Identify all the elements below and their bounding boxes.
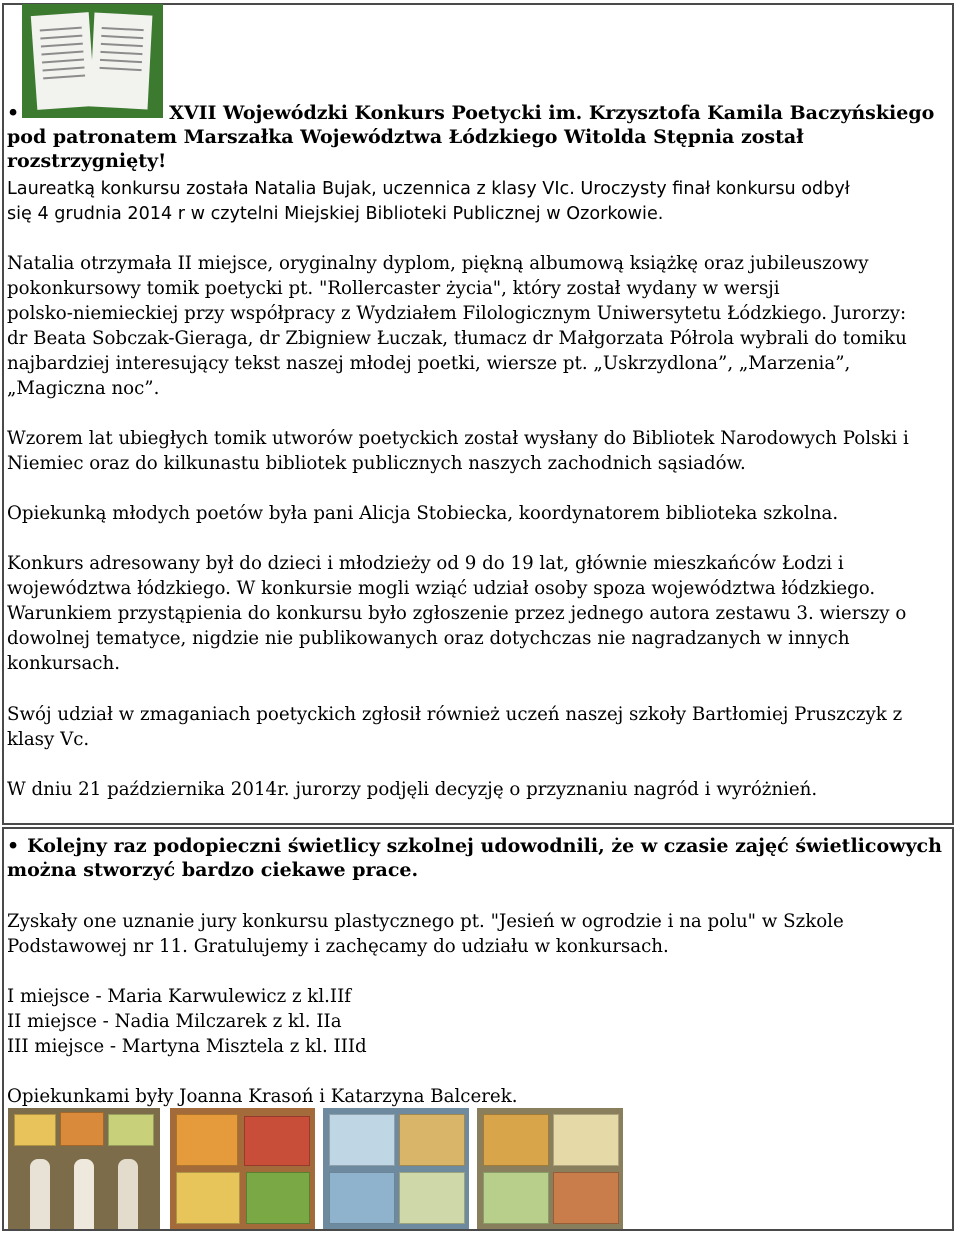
art-heading-line1: Kolejny raz podopieczni świetlicy szkolnej udowodnili, że w czasie zajęć świetlicowych	[27, 835, 942, 857]
art-paragraph-2: Opiekunkami były Joanna Krasoń i Katarzyna Balcerek.	[7, 1086, 518, 1107]
art-heading	[7, 834, 947, 882]
poetry-heading-line1: XVII Wojewódzki Konkurs Poetycki im. Krzysztofa Kamila Baczyńskiego	[169, 102, 935, 124]
poetry-paragraph-5: Konkurs adresowany był do dzieci i młodzieży od 9 do 19 lat, głównie mieszkańców Łodzi i województwa łódzkiego. W konkursie mogli wziąć udział osoby spoza województwa łódzkiego. Warunkiem przystąpienia do konkursu było zgłoszenie przez jednego autora zestawu 3. wierszy o dowolnej tematyce, nigdzie nie publikowanych oraz dotychczas nie nagradzanych w innych konkursach.	[7, 553, 907, 674]
gallery-photo-2	[170, 1108, 315, 1229]
gallery-photo-1	[8, 1108, 160, 1229]
winners-list	[7, 984, 947, 1059]
poetry-paragraph-3: Wzorem lat ubiegłych tomik utworów poetyckich został wysłany do Bibliotek Narodowych Polski i Niemiec oraz do kilkunastu bibliotek publicznych naszych zachodnich sąsiadów.	[7, 428, 909, 474]
poetry-paragraph-2: Natalia otrzymała II miejsce, oryginalny dyplom, piękną albumową książkę oraz jubileuszowy pokonkursowy tomik poetycki pt. "Rollercaster życia", który został wydany w wersji polsko-niemieckiej przy współpracy z Wydziałem Filologicznym Uniwersytetu Łódzkiego. Jurorzy: dr Beata Sobczak-Gieraga, dr Zbigniew Łuczak, tłumacz dr Małgorzata Półrola wybrali do tomiku najbardziej interesujący tekst naszej młodej poetki, wiersze pt. „Uskrzydlona”, „Marzenia”, „Magiczna noc”.	[7, 253, 907, 399]
poetry-paragraph-1: Laureatką konkursu została Natalia Bujak, uczennica z klasy VIc. Uroczysty finał konkursu odbył się 4 grudnia 2014 r w czytelni Miejskiej Biblioteki Publicznej w Ozorkowie.	[7, 179, 850, 224]
poetry-heading	[7, 101, 947, 173]
art-paragraph-1: Zyskały one uznanie jury konkursu plastycznego pt. "Jesień w ogrodzie i na polu" w Szkole Podstawowej nr 11. Gratulujemy i zachęcamy do udziału w konkursach.	[7, 911, 844, 957]
gallery-photo-3	[323, 1108, 469, 1229]
winner-1: I miejsce - Maria Karwulewicz z kl.IIf	[7, 986, 352, 1007]
poetry-paragraph-4: Opiekunką młodych poetów była pani Alicja Stobiecka, koordynatorem biblioteka szkolna.	[7, 503, 839, 524]
gallery-photo-4	[477, 1108, 623, 1229]
bullet-icon: •	[7, 102, 20, 124]
winner-3: III miejsce - Martyna Misztela z kl. IIId	[7, 1036, 367, 1057]
poetry-paragraph-7: W dniu 21 października 2014r. jurorzy podjęli decyzję o przyznaniu nagród i wyróżnień.	[7, 779, 818, 800]
poetry-paragraph-6: Swój udział w zmaganiach poetyckich zgłosił również uczeń naszej szkoły Bartłomiej Pruszczyk z klasy Vc.	[7, 704, 903, 750]
winner-2: II miejsce - Nadia Milczarek z kl. IIa	[7, 1011, 342, 1032]
poetry-heading-line2: pod patronatem Marszałka Województwa Łódzkiego Witolda Stępnia został rozstrzygnięty!	[7, 126, 804, 172]
bullet-icon: •	[7, 835, 20, 857]
art-heading-line2: można stworzyć bardzo ciekawe prace.	[7, 859, 419, 881]
